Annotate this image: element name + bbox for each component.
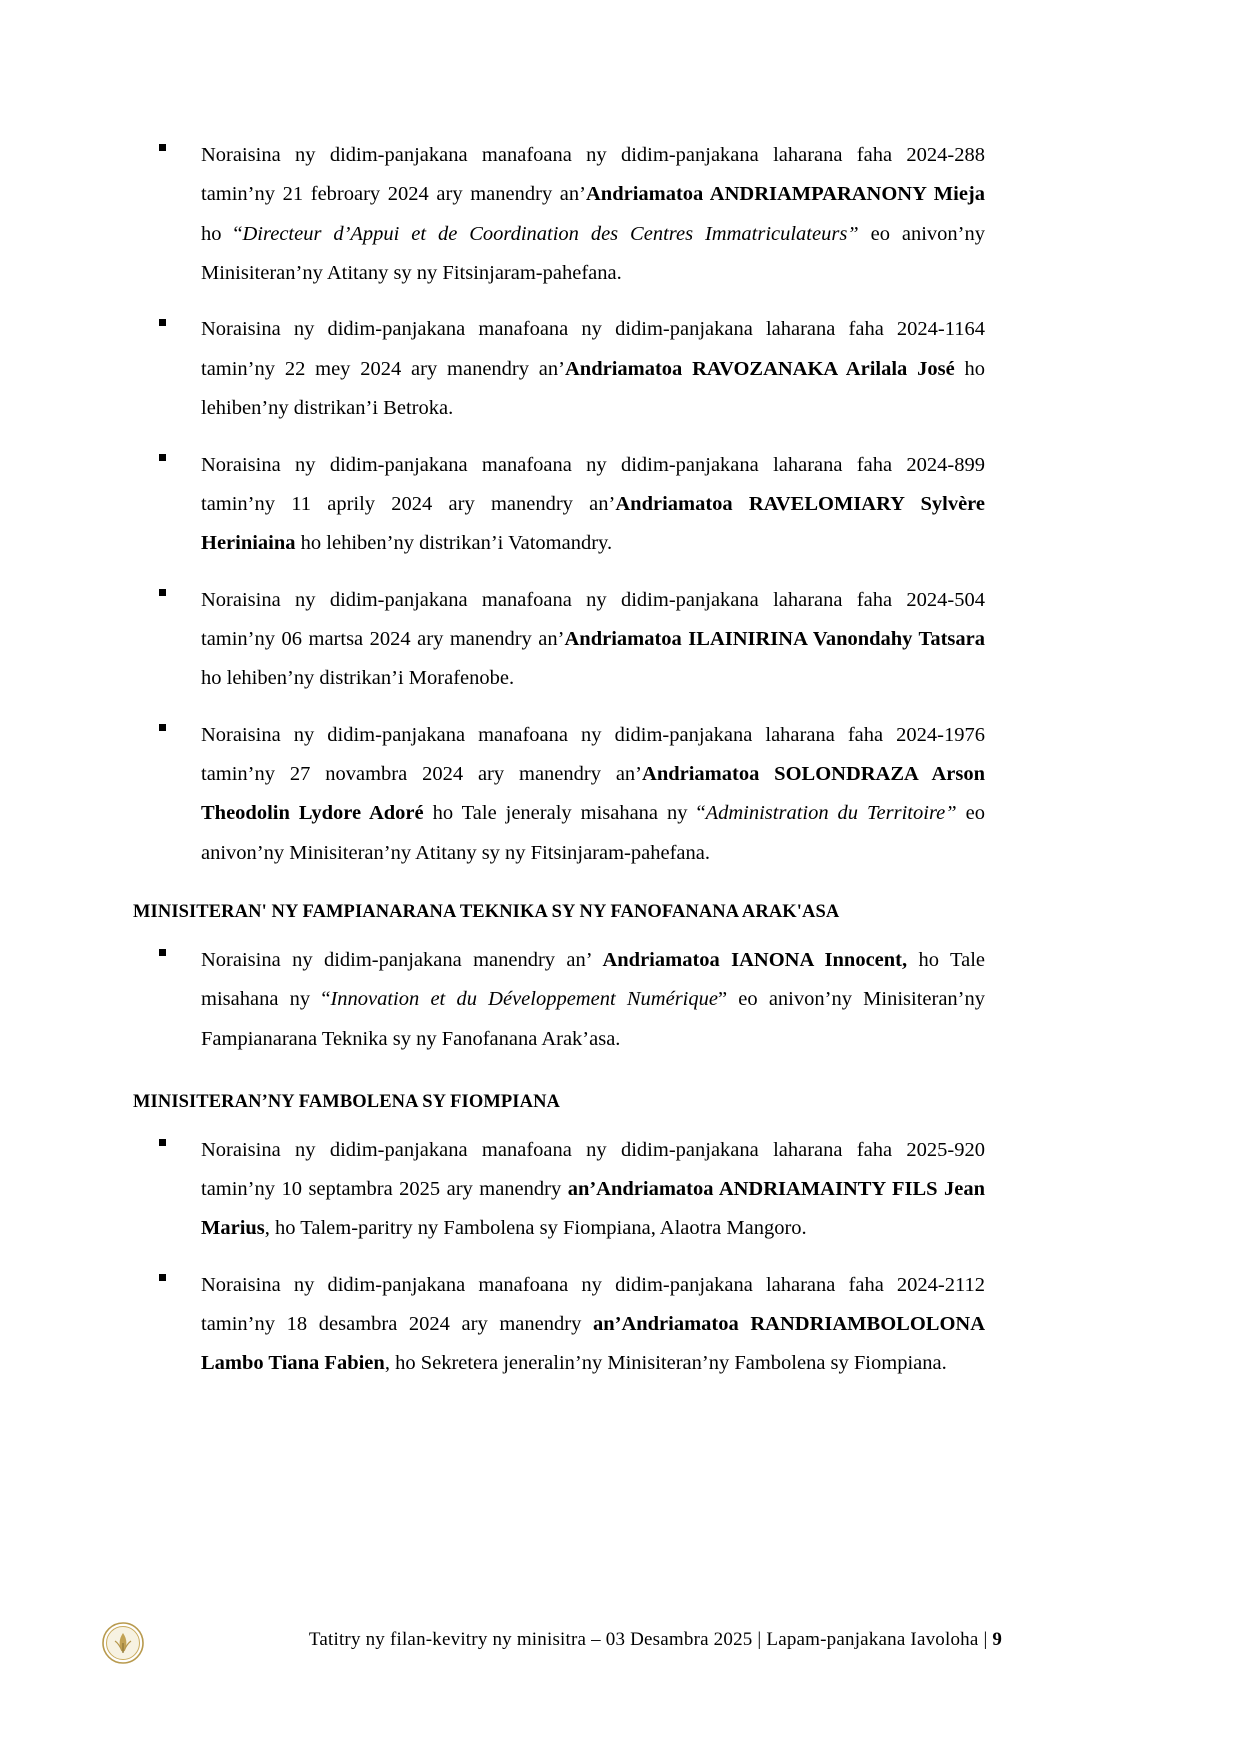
square-bullet-icon — [159, 724, 166, 731]
bold-run: Andriamatoa IANONA Innocent, — [602, 948, 908, 971]
text-run: eo anivon’ny Minisiteran’ny Atitany sy ny Fitsinjaram-pahefana. — [201, 802, 985, 864]
text-run: , ho Sekretera jeneralin’ny Minisiteran’ny Fambolena sy Fiompiana. — [384, 1352, 947, 1375]
footer-text — [180, 1629, 1131, 1651]
text-run: ho lehiben’ny distrikan’i Vatomandry. — [295, 532, 613, 555]
italic-run: Innovation et du Développement Numérique — [330, 988, 718, 1011]
seal-emblem-icon — [101, 1621, 145, 1665]
paragraph-text — [201, 310, 985, 428]
bullet-list-interior-ministry — [133, 136, 985, 873]
text-run: ho lehiben’ny distrikan’i Betroka. — [201, 357, 985, 420]
page-content — [133, 136, 985, 1401]
text-run: ho Tale jeneraly misahana ny “ — [423, 802, 706, 825]
footer-caption: Tatitry ny filan-kevitry ny minisitra – 03 Desambra 2025 | Lapam-panjakana Iavoloha | — [308, 1629, 993, 1650]
page-footer — [0, 1615, 1241, 1675]
text-run: Noraisina ny didim-panjakana manafoana ny didim-panjakana laharana faha 2025-920 tamin’ny 10 septambra 2025 ary manendry — [201, 1138, 985, 1201]
bold-run: an’Andriamatoa RANDRIAMBOLOLONA Lambo Tiana Fabien — [201, 1313, 985, 1375]
text-run: , ho Talem-paritry ny Fambolena sy Fiompiana, Alaotra Mangoro. — [264, 1217, 807, 1240]
square-bullet-icon — [159, 1139, 166, 1146]
list-item — [133, 1266, 985, 1384]
square-bullet-icon — [159, 589, 166, 596]
bold-run: Andriamatoa SOLONDRAZA Arson Theodolin Lydore Adoré — [201, 763, 985, 825]
bold-run: Andriamatoa ANDRIAMPARANONY Mieja — [586, 183, 985, 206]
text-run: ho Tale misahana ny “ — [201, 948, 985, 1011]
section-heading-agriculture: MINISITERAN’NY FAMBOLENA SY FIOMPIANA — [133, 1091, 560, 1112]
page-number: 9 — [992, 1629, 1003, 1650]
italic-run: Directeur d’Appui et de Coordination des Centres Immatriculateurs” — [242, 222, 859, 245]
list-item — [133, 446, 985, 564]
paragraph-text — [201, 941, 985, 1059]
paragraph-text — [201, 1266, 985, 1384]
square-bullet-icon — [159, 144, 166, 151]
list-item — [133, 1131, 985, 1249]
text-run: Noraisina ny didim-panjakana manendry an’ — [201, 948, 603, 971]
paragraph-text — [201, 136, 985, 293]
list-item — [133, 310, 985, 428]
bold-run: Andriamatoa ILAINIRINA Vanondahy Tatsara — [564, 627, 985, 650]
paragraph-text — [201, 581, 985, 699]
square-bullet-icon — [159, 949, 166, 956]
text-run: Noraisina ny didim-panjakana manafoana ny didim-panjakana laharana faha 2024-288 tamin’ny 21 febroary 2024 ary manendry an’ — [201, 144, 985, 206]
text-run: Noraisina ny didim-panjakana manafoana ny didim-panjakana laharana faha 2024-899 tamin’ny 11 aprily 2024 ary manendry an’ — [201, 453, 985, 515]
paragraph-text — [201, 1131, 985, 1249]
square-bullet-icon — [159, 319, 166, 326]
text-run: Noraisina ny didim-panjakana manafoana ny didim-panjakana laharana faha 2024-1164 tamin’ny 22 mey 2024 ary manendry an’ — [201, 318, 985, 380]
bold-run: an’Andriamatoa ANDRIAMAINTY FILS Jean Marius — [201, 1178, 985, 1240]
text-run: Noraisina ny didim-panjakana manafoana ny didim-panjakana laharana faha 2024-1976 tamin’ny 27 novambra 2024 ary manendry an’ — [201, 723, 985, 786]
list-item — [133, 941, 985, 1059]
text-run: Noraisina ny didim-panjakana manafoana ny didim-panjakana laharana faha 2024-504 tamin’ny 06 martsa 2024 ary manendry an’ — [201, 588, 985, 650]
text-run: ” eo anivon’ny Minisiteran’ny Fampianarana Teknika sy ny Fanofanana Arak’asa. — [201, 988, 985, 1050]
list-item — [133, 581, 985, 699]
bold-run: Andriamatoa RAVELOMIARY Sylvère Heriniaina — [201, 492, 985, 555]
bullet-list-agriculture — [133, 1131, 985, 1384]
bullet-list-technical-education — [133, 941, 985, 1059]
list-item — [133, 136, 985, 293]
text-run: Noraisina ny didim-panjakana manafoana ny didim-panjakana laharana faha 2024-2112 tamin’ny 18 desambra 2024 ary manendry — [201, 1273, 985, 1336]
bold-run: Andriamatoa RAVOZANAKA Arilala José — [564, 357, 955, 380]
text-run: eo anivon’ny Minisiteran’ny Atitany sy ny Fitsinjaram-pahefana. — [201, 222, 985, 285]
text-run: ho lehiben’ny distrikan’i Morafenobe. — [201, 667, 515, 690]
text-run: ho “ — [201, 222, 243, 245]
italic-run: Administration du Territoire” — [705, 802, 957, 825]
square-bullet-icon — [159, 1274, 166, 1281]
list-item — [133, 716, 985, 873]
paragraph-text — [201, 716, 985, 873]
section-heading-technical-education: MINISITERAN' NY FAMPIANARANA TEKNIKA SY NY FANOFANANA ARAK'ASA — [133, 902, 840, 923]
paragraph-text — [201, 446, 985, 564]
square-bullet-icon — [159, 454, 166, 461]
